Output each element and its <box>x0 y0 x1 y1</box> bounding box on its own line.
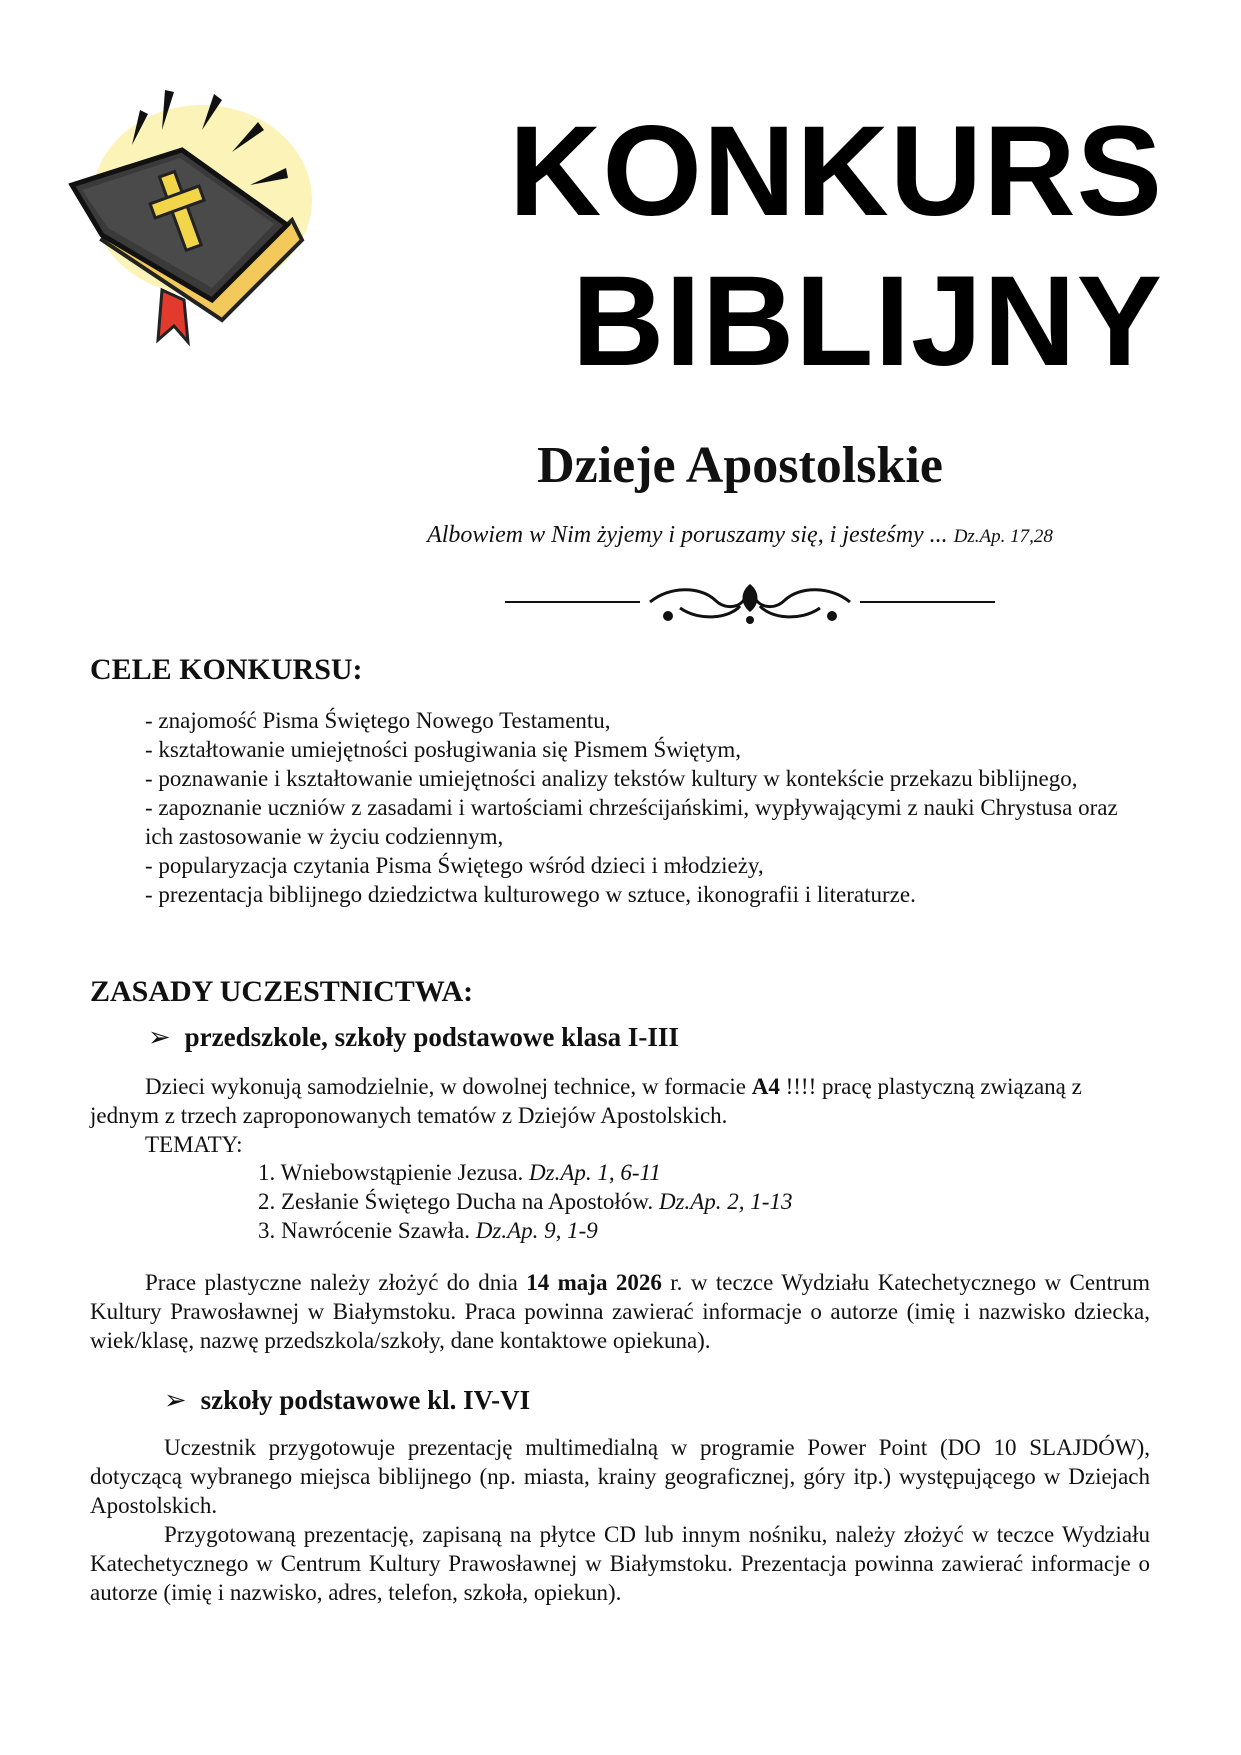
group1-description <box>90 1072 1150 1130</box>
goal-item: - prezentacja biblijnego dziedzictwa kulturowego w sztuce, ikonografii i literaturze. <box>145 882 916 907</box>
arrow-icon: ➢ <box>164 1385 187 1415</box>
title-line-2: BIBLIJNY <box>571 250 1163 393</box>
topics-label: TEMATY: <box>145 1132 243 1157</box>
group1-heading <box>148 1022 679 1053</box>
topic-item <box>258 1187 792 1216</box>
topic-text: 3. Nawrócenie Szawła. <box>258 1218 476 1243</box>
goals-heading: CELE KONKURSU: <box>90 653 363 686</box>
topic-text: 2. Zesłanie Świętego Ducha na Apostołów. <box>258 1189 659 1214</box>
deadline-text-2: r. w teczce Wydziału Katechetycznego w Centrum Kultury Prawosławnej w Białymstoku. Praca powinna zawierać informacje o autorze (imię i nazwisko dziecka, wiek/klasę, nazwę przedszkola/szkoły, dane kontaktowe opiekuna). <box>90 1270 1150 1353</box>
ornament-divider <box>500 578 1000 628</box>
topic-ref: Dz.Ap. 9, 1-9 <box>475 1218 598 1243</box>
goal-item: - popularyzacja czytania Pisma Świętego wśród dzieci i młodzieży, <box>145 853 764 878</box>
group2-description: Uczestnik przygotowuje prezentację multimedialną w programie Power Point (DO 10 SLAJDÓW), dotyczącą wybranego miejsca biblijnego (np. miasta, krainy geograficznej, góry itp.) występującego w Dziejach Apostolskich. <box>90 1435 1150 1518</box>
subtitle: Dzieje Apostolskie <box>537 437 943 494</box>
goal-item: - kształtowanie umiejętności posługiwania się Pismem Świętym, <box>145 737 741 762</box>
topic-text: 1. Wniebowstąpienie Jezusa. <box>258 1160 530 1185</box>
goal-item: - znajomość Pisma Świętego Nowego Testamentu, <box>145 708 611 733</box>
title-line-1: KONKURS <box>508 100 1163 243</box>
goal-item: - zapoznanie uczniów z zasadami i wartościami chrześcijańskimi, wypływającymi z nauki Chrystusa oraz ich zastosowanie w życiu codziennym, <box>145 795 1118 849</box>
group1-format: A4 <box>751 1074 780 1099</box>
motto <box>360 522 1120 549</box>
deadline-text: Prace plastyczne należy złożyć do dnia <box>145 1270 527 1295</box>
group2-heading <box>164 1385 530 1416</box>
group1-deadline <box>90 1268 1150 1355</box>
group1-desc-text-2: !!!! pracę plastyczną związaną z jednym z trzech zaproponowanych tematów z Dziejów Apostolskich. <box>90 1074 1082 1128</box>
group2-submission: Przygotowaną prezentację, zapisaną na płytce CD lub innym nośniku, należy złożyć w teczce Wydziału Katechetycznego w Centrum Kultury Prawosławnej w Białymstoku. Prezentacja powinna zawierać informacje o autorze (imię i nazwisko, adres, telefon, szkoła, opiekun). <box>90 1522 1150 1605</box>
arrow-icon: ➢ <box>148 1022 171 1052</box>
topic-ref: Dz.Ap. 1, 6-11 <box>529 1160 661 1185</box>
rules-heading: ZASADY UCZESTNICTWA: <box>90 975 474 1008</box>
group1-title: przedszkole, szkoły podstawowe klasa I-III <box>184 1022 679 1052</box>
motto-reference: Dz.Ap. 17,28 <box>953 526 1053 547</box>
deadline-date: 14 maja 2026 <box>526 1270 662 1295</box>
goal-item: - poznawanie i kształtowanie umiejętności analizy tekstów kultury w kontekście przekazu biblijnego, <box>145 766 1078 791</box>
group2-title: szkoły podstawowe kl. IV-VI <box>200 1385 531 1415</box>
group1-desc-text: Dzieci wykonują samodzielnie, w dowolnej technice, w formacie <box>145 1074 752 1099</box>
topic-ref: Dz.Ap. 2, 1-13 <box>658 1189 793 1214</box>
topic-item <box>258 1216 792 1245</box>
topics-list <box>258 1158 792 1245</box>
motto-text: Albowiem w Nim żyjemy i poruszamy się, i jesteśmy ... <box>427 522 948 548</box>
goals-list <box>145 706 1135 909</box>
bible-icon <box>62 90 322 370</box>
topic-item <box>258 1158 792 1187</box>
